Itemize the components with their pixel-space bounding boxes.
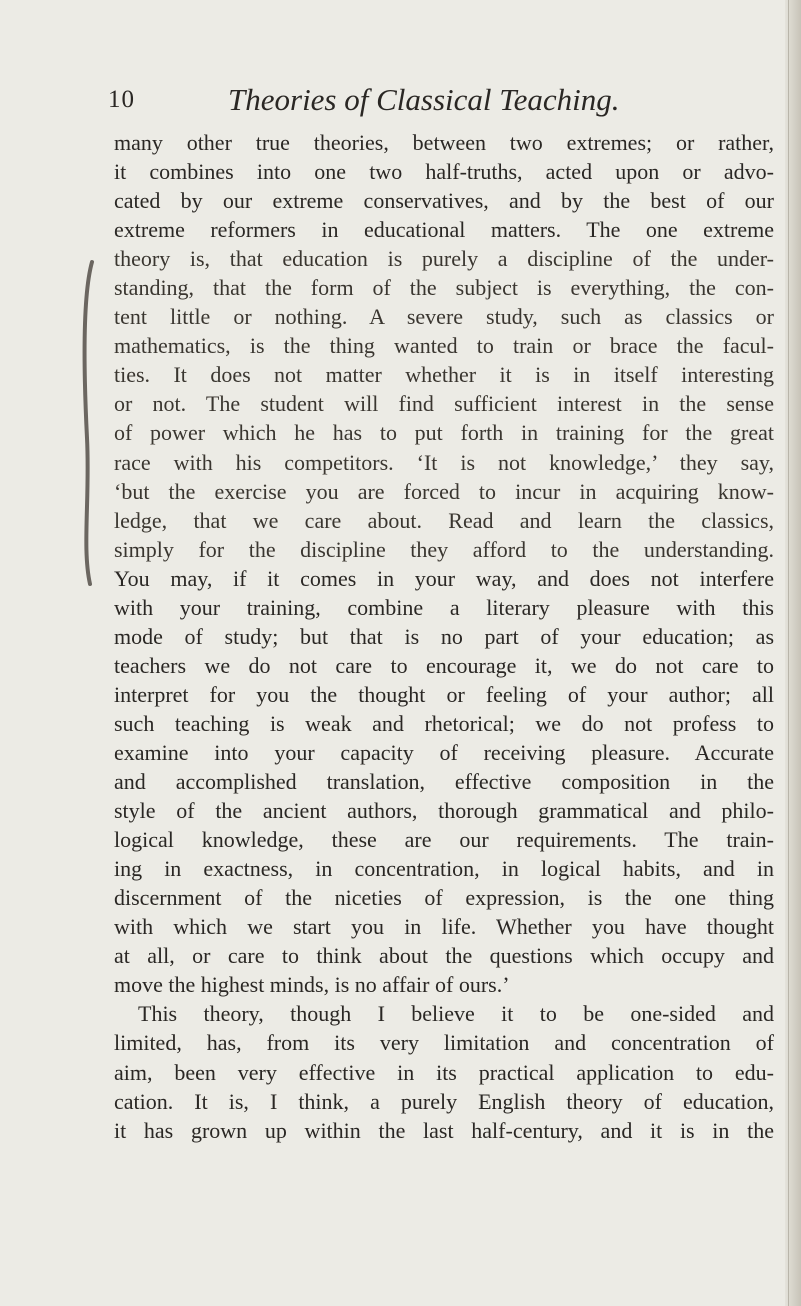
text-line: cation. It is, I think, a purely English theory of education, — [114, 1088, 774, 1114]
text-line: such teaching is weak and rhetorical; we do not profess to — [114, 710, 774, 736]
text-line: ties. It does not matter whether it is in itself interesting — [114, 362, 774, 388]
text-line: ‘but the exercise you are forced to incur in acquiring know- — [114, 478, 774, 504]
text-line: many other true theories, between two extremes; or rather, — [114, 130, 774, 155]
text-line: interpret for you the thought or feeling of your author; all — [114, 681, 774, 707]
text-line: with your training, combine a literary pleasure with this — [114, 594, 774, 620]
text-line: limited, has, from its very limitation and concentration of — [114, 1030, 774, 1056]
text-line: ing in exactness, in concentration, in logical habits, and in — [114, 856, 774, 882]
text-line: simply for the discipline they afford to the understanding. — [114, 536, 774, 562]
margin-bracket-mark — [78, 258, 98, 588]
text-line: examine into your capacity of receiving pleasure. Accurate — [114, 739, 774, 765]
text-line: ledge, that we care about. Read and learn the classics, — [114, 507, 774, 533]
text-line: mode of study; but that is no part of your education; as — [114, 623, 774, 649]
text-line: it combines into one two half-truths, acted upon or advo- — [114, 159, 774, 185]
text-line: teachers we do not care to encourage it, we do not care to — [114, 652, 774, 678]
page-number: 10 — [108, 86, 135, 113]
text-line: move the highest minds, is no affair of ours.’ — [114, 972, 510, 998]
text-line: it has grown up within the last half-century, and it is in the — [114, 1117, 774, 1143]
running-title: Theories of Classical Teaching. — [228, 82, 620, 117]
page-gutter-line — [788, 0, 789, 1306]
text-line: of power which he has to put forth in training for the great — [114, 420, 774, 446]
text-line: logical knowledge, these are our requirements. The train- — [114, 827, 774, 853]
text-line: discernment of the niceties of expression, is the one thing — [114, 885, 774, 911]
text-line: extreme reformers in educational matters. The one extreme — [114, 217, 774, 243]
text-line: aim, been very effective in its practical application to edu- — [114, 1059, 774, 1085]
text-line: tent little or nothing. A severe study, such as classics or — [114, 304, 774, 330]
text-line: at all, or care to think about the questions which occupy and — [114, 943, 774, 969]
text-line: style of the ancient authors, thorough grammatical and philo- — [114, 798, 774, 824]
text-line: and accomplished translation, effective composition in the — [114, 769, 774, 795]
text-line: This theory, though I believe it to be one-sided and — [138, 1001, 774, 1027]
page-header — [108, 80, 748, 130]
text-line: mathematics, is the thing wanted to train or brace the facul- — [114, 333, 774, 359]
text-line: theory is, that education is purely a discipline of the under- — [114, 246, 774, 272]
text-line: standing, that the form of the subject is everything, the con- — [114, 275, 774, 301]
text-line: race with his competitors. ‘It is not knowledge,’ they say, — [114, 449, 774, 475]
body-text — [114, 128, 774, 1145]
text-line: with which we start you in life. Whether you have thought — [114, 914, 774, 940]
text-line: You may, if it comes in your way, and does not interfere — [114, 565, 774, 591]
text-line: or not. The student will find sufficient interest in the sense — [114, 391, 774, 417]
text-line: cated by our extreme conservatives, and by the best of our — [114, 188, 774, 214]
